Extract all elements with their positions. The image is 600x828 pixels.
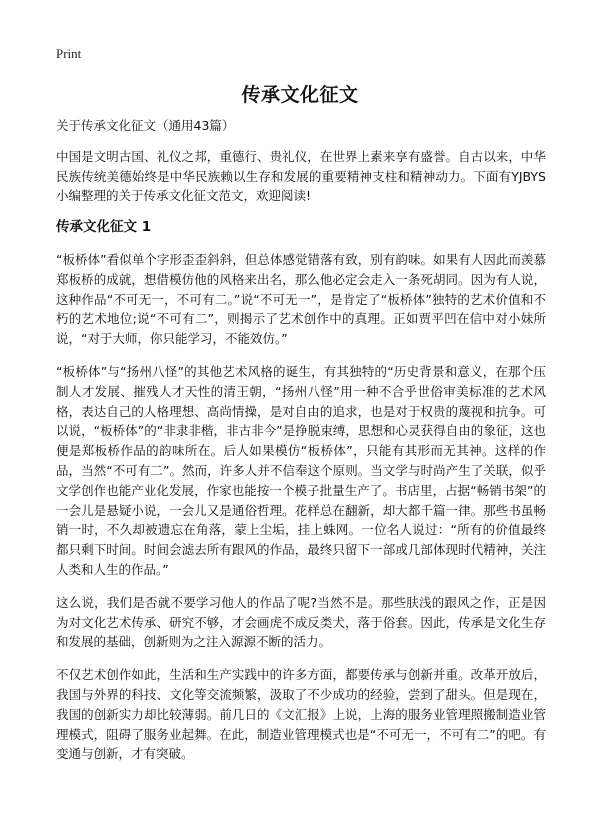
page-title: 传承文化征文 xyxy=(241,84,359,106)
body-paragraph: 这么说，我们是否就不要学习他人的作品了呢?当然不是。那些肤浅的跟风之作，正是因为对文化艺术传承、研究不够，才会画虎不成反类犬，落于俗套。因此，传承是文化生存和发展的基础，创新则为之注入源源不断的活力。 xyxy=(56,594,546,650)
intro-paragraph: 中国是文明古国、礼仪之邦，重德行、贵礼仪，在世界上素来享有盛誉。自古以来，中华民族传统美德始终是中华民族赖以生存和发展的重要精神支柱和精神动力。下面有YJBYS小编整理的关于传承文化征文范文，欢迎阅读! xyxy=(56,148,546,204)
body-paragraph: 不仅艺术创作如此，生活和生产实践中的许多方面，都要传承与创新并重。改革开放后，我国与外界的科技、文化等交流频繁，汲取了不少成功的经验，尝到了甜头。但是现在，我国的创新实力却比较薄弱。前几日的《文汇报》上说，上海的服务业管理照搬制造业管理模式，阻碍了服务业起舞。在此，制造业管理模式也是“不可无一，不可有二”的吧。有变通与创新，才有突破。 xyxy=(56,667,546,762)
section-heading: 传承文化征文 1 xyxy=(56,219,152,236)
article-subtitle: 关于传承文化征文（通用43篇） xyxy=(56,118,235,133)
body-paragraph: “板桥体”看似单个字形歪歪斜斜，但总体感觉错落有致，别有韵味。如果有人因此而羡慕郑板桥的成就，想借模仿他的风格来出名，那么他必定会走入一条死胡同。因为有人说，这种作品“不可无一，不可有二。”说“不可无一”，是肯定了“板桥体”独特的艺术价值和不朽的艺术地位;说“不可有二”，则揭示了艺术创作中的真理。正如贾平凹在信中对小妹所说，“对于大师，你只能学习，不能效仿。” xyxy=(56,251,546,347)
print-link[interactable]: Print xyxy=(56,46,82,61)
article-body xyxy=(56,116,546,777)
body-paragraph: “板桥体”与“扬州八怪”的其他艺术风格的诞生，有其独特的“历史背景和意义，在那个压制人才发展、摧残人才天性的清王朝，“扬州八怪”用一种不合乎世俗审美标准的艺术风格，表达自己的人格理想、高尚情操，是对自由的追求，也是对于权贵的蔑视和抗争。可以说，“板桥体”的“非隶非楷，非古非今”是挣脱束缚，思想和心灵获得自由的象征，这也便是郑板桥作品的韵味所在。后人如果模仿“板桥体”，只能有其形而无其神。这样的作品，当然“不可有二”。然而，许多人并不信奉这个原则。当文学与时尚产生了关联，似乎文学创作也能产业化发展，作家也能按一个模子批量生产了。书店里，占据“畅销书架”的一会儿是悬疑小说，一会儿又是通俗哲理。花样总在翻新，却大都千篇一律。那些书虽畅销一时，不久却被遗忘在角落，蒙上尘垢，挂上蛛网。一位名人说过：“所有的价值最终都只剩下时间。时间会滤去所有跟风的作品，最终只留下一部或几部体现时代精神，关注人类和人生的作品。” xyxy=(56,363,546,577)
